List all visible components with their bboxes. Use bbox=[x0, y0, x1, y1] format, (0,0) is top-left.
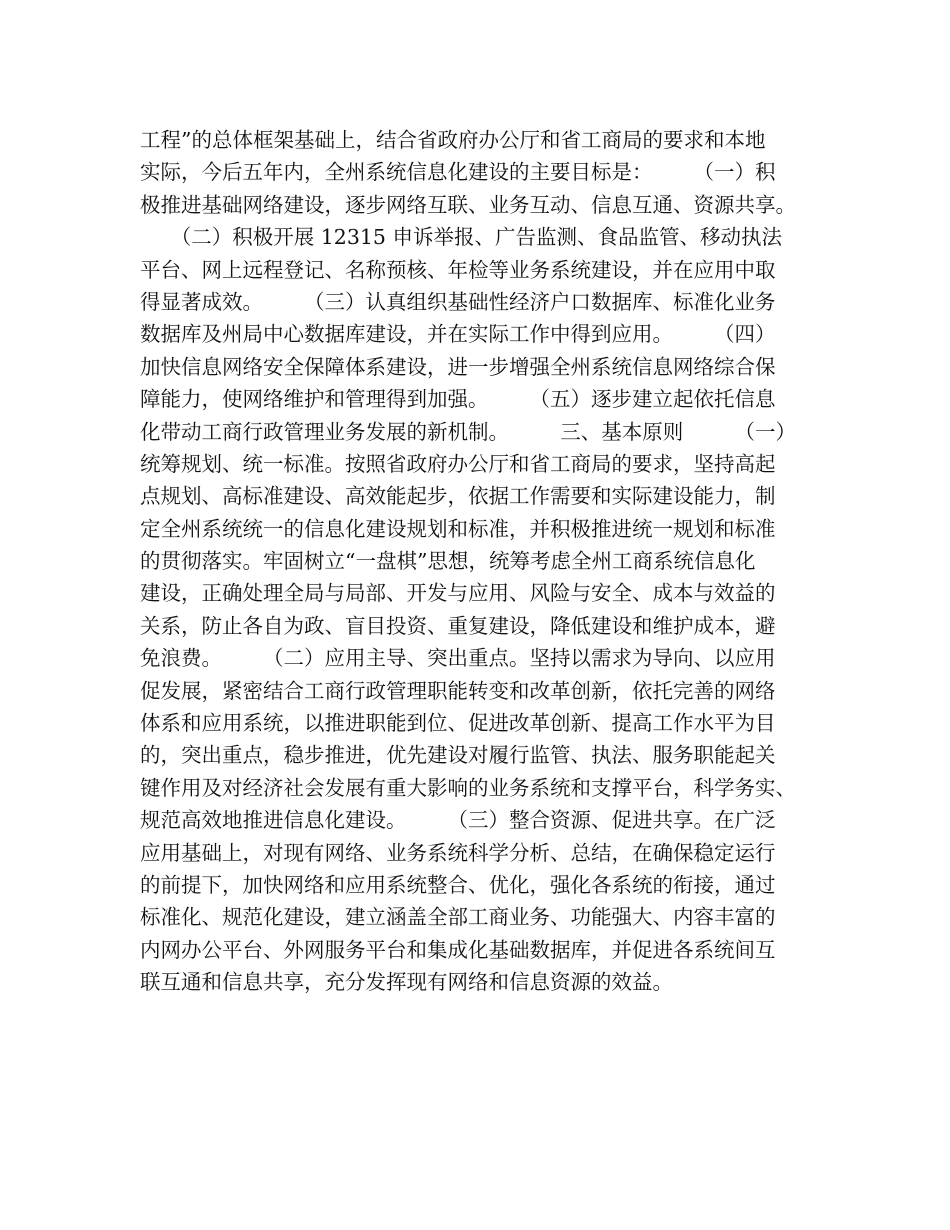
text-line: 规范高效地推进信息化建设。 （三）整合资源、促进共享。在广泛 bbox=[140, 808, 776, 833]
body-text bbox=[140, 124, 830, 999]
text-line: 的，突出重点，稳步推进，优先建设对履行监管、执法、服务职能起关 bbox=[140, 743, 776, 768]
text-line: 加快信息网络安全保障体系建设，进一步增强全州系统信息网络综合保 bbox=[140, 354, 776, 379]
text-line: 关系，防止各自为政、盲目投资、重复建设，降低建设和维护成本，避 bbox=[140, 613, 776, 638]
text-line: 平台、网上远程登记、名称预核、年检等业务系统建设，并在应用中取 bbox=[140, 257, 776, 282]
text-line: （二）积极开展 12315 申诉举报、广告监测、食品监管、移动执法 bbox=[140, 225, 782, 250]
text-line: 联互通和信息共享，充分发挥现有网络和信息资源的效益。 bbox=[140, 970, 673, 995]
text-line: 得显著成效。 （三）认真组织基础性经济户口数据库、标准化业务 bbox=[140, 289, 776, 314]
text-line: 的贯彻落实。牢固树立“一盘棋”思想，统筹考虑全州工商系统信息化 bbox=[140, 549, 756, 574]
text-line: 数据库及州局中心数据库建设，并在实际工作中得到应用。 （四） bbox=[140, 322, 776, 347]
text-line: 实际，今后五年内，全州系统信息化建设的主要目标是： （一）积 bbox=[140, 160, 776, 185]
text-line: 化带动工商行政管理业务发展的新机制。 三、基本原则 （一） bbox=[140, 419, 796, 444]
text-line: 统筹规划、统一标准。按照省政府办公厅和省工商局的要求，坚持高起 bbox=[140, 451, 776, 476]
text-line: 定全州系统统一的信息化建设规划和标准，并积极推进统一规划和标准 bbox=[140, 516, 776, 541]
text-line: 体系和应用系统，以推进职能到位、促进改革创新、提高工作水平为目 bbox=[140, 711, 776, 736]
text-line: 工程”的总体框架基础上，结合省政府办公厅和省工商局的要求和本地 bbox=[140, 128, 766, 152]
text-line: 点规划、高标准建设、高效能起步，依据工作需要和实际建设能力，制 bbox=[140, 484, 776, 509]
text-line: 标准化、规范化建设，建立涵盖全部工商业务、功能强大、内容丰富的 bbox=[140, 905, 776, 930]
text-line: 内网办公平台、外网服务平台和集成化基础数据库，并促进各系统间互 bbox=[140, 937, 776, 962]
text-line: 障能力，使网络维护和管理得到加强。 （五）逐步建立起依托信息 bbox=[140, 387, 776, 412]
text-line: 键作用及对经济社会发展有重大影响的业务系统和支撑平台，科学务实、 bbox=[140, 775, 796, 800]
text-line: 建设，正确处理全局与局部、开发与应用、风险与安全、成本与效益的 bbox=[140, 581, 776, 606]
text-line: 促发展，紧密结合工商行政管理职能转变和改革创新，依托完善的网络 bbox=[140, 678, 776, 703]
text-line: 免浪费。 （二）应用主导、突出重点。坚持以需求为导向、以应用 bbox=[140, 646, 776, 671]
text-line: 应用基础上，对现有网络、业务系统科学分析、总结，在确保稳定运行 bbox=[140, 840, 776, 865]
text-line: 的前提下，加快网络和应用系统整合、优化，强化各系统的衔接，通过 bbox=[140, 872, 776, 897]
text-line: 极推进基础网络建设，逐步网络互联、业务互动、信息互通、资源共享。 bbox=[140, 192, 796, 217]
